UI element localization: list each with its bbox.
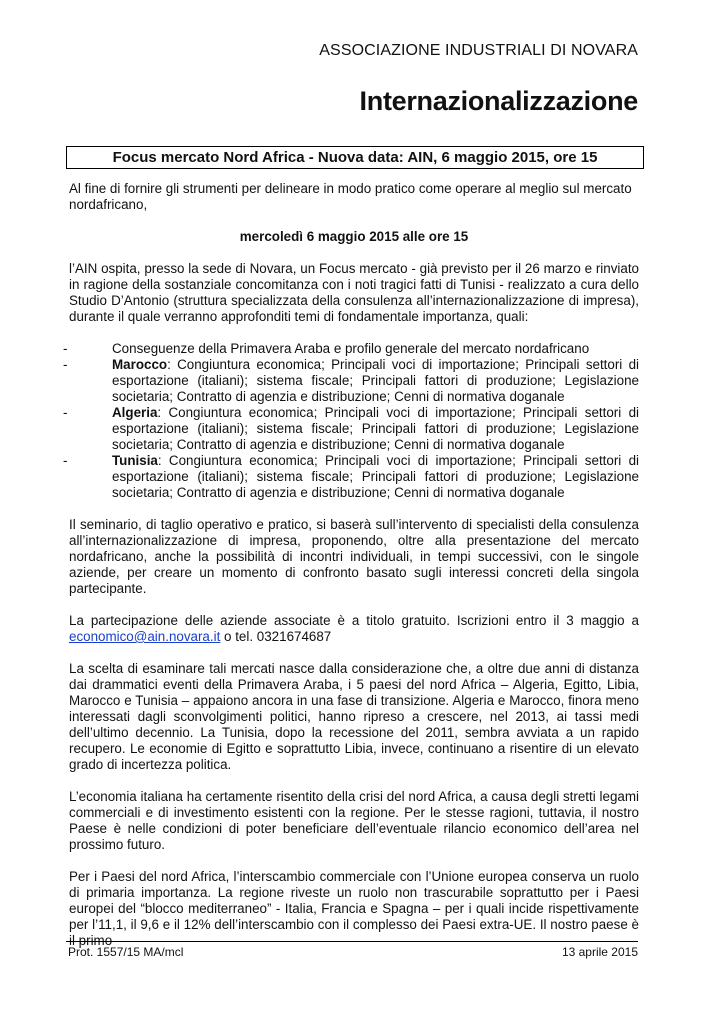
footer-divider [66, 941, 638, 942]
participation-phone: o tel. 0321674687 [220, 629, 332, 644]
seminar-paragraph: Il seminario, di taglio operativo e pratico, si baserà sull’intervento di specialisti della consulenza all’internazionalizzazione di impresa, proponendo, oltre alla presentazione del mercato nordafricano, anche la possibilità di incontri individuali, in tempi successivi, con le singole aziende, per creare un momento di confronto basato sugli interessi concreti della singola partecipante. [69, 517, 639, 596]
topic-text: : Congiuntura economica; Principali voci di importazione; Principali settori di esportazione (italiani); sistema fiscale; Principali fattori di produzione; Legislazione societaria; Contratto di agenzia e distribuzione; Cenni di normativa doganale [112, 405, 639, 452]
topic-text: : Congiuntura economica; Principali voci di importazione; Principali settori di esportazione (italiani); sistema fiscale; Principali fattori di produzione; Legislazione societaria; Contratto di agenzia e distribuzione; Cenni di normativa doganale [112, 453, 639, 500]
organization-name: ASSOCIAZIONE INDUSTRIALI DI NOVARA [319, 42, 638, 59]
list-bullet: - [63, 341, 68, 356]
participation-text: La partecipazione delle aziende associate è a titolo gratuito. Iscrizioni entro il 3 maggio a [69, 613, 639, 628]
topic-label: Marocco [112, 357, 168, 372]
analysis-paragraph: La scelta di esaminare tali mercati nasce dalla considerazione che, a oltre due anni di distanza dai drammatici eventi della Primavera Araba, i 5 paesi del nord Africa – Algeria, Egitto, Libia, Marocco e Tunisia – appaiono ancora in una fase di transizione. Algeria e Marocco, finora meno interessati dagli sconvolgimenti politici, hanno ripreso a crescere, nel 2013, ai tassi medi dell’ultimo decennio. La Tunisia, dopo la recessione del 2011, sembra avviata a un rapido recupero. Le economie di Egitto e soprattutto Libia, invece, continuano a risentire di un elevato grado di incertezza politica. [69, 661, 639, 772]
intro-paragraph: Al fine di fornire gli strumenti per delineare in modo pratico come operare al meglio sul mercato nordafricano, [69, 181, 632, 212]
list-item [63, 405, 639, 453]
email-link[interactable]: economico@ain.novara.it [69, 629, 221, 644]
topics-list [63, 341, 639, 501]
topic-label: Tunisia [112, 453, 158, 468]
footer-date: 13 aprile 2015 [561, 945, 638, 959]
event-title-box: Focus mercato Nord Africa - Nuova data: AIN, 6 maggio 2015, ore 15 [66, 146, 644, 169]
trade-paragraph: Per i Paesi del nord Africa, l’interscambio commerciale con l’Unione europea conserva un ruolo di primaria importanza. La regione riveste un ruolo non trascurabile soprattutto per i Paesi europei del “blocco mediterraneo” - Italia, Francia e Spagna – per i quali incide rispettivamente per l’11,1, il 9,6 e il 12% dell’interscambio con il complesso dei Paesi extra-UE. Il nostro paese è il primo [69, 869, 639, 948]
list-item [63, 357, 639, 405]
topic-text: Conseguenze della Primavera Araba e profilo generale del mercato nordafricano [112, 341, 590, 356]
list-bullet: - [63, 405, 68, 420]
document-body [63, 181, 639, 949]
topic-text: : Congiuntura economica; Principali voci di importazione; Principali settori di esportazione (italiani); sistema fiscale; Principali fattori di produzione; Legislazione societaria; Contratto di agenzia e distribuzione; Cenni di normativa doganale [112, 357, 639, 404]
description-paragraph: l’AIN ospita, presso la sede di Novara, un Focus mercato - già previsto per il 26 marzo e rinviato in ragione della sostanziale concomitanza con i noti tragici fatti di Tunisi - realizzato a cura dello Studio D’Antonio (struttura specializzata della consulenza all’internazionalizzazione di impresa), durante il quale verranno approfonditi temi di fondamentale importanza, quali: [69, 261, 639, 324]
participation-paragraph [69, 613, 639, 645]
event-date: mercoledì 6 maggio 2015 alle ore 15 [239, 229, 469, 244]
footer-protocol: Prot. 1557/15 MA/mcl [68, 945, 184, 959]
list-bullet: - [63, 357, 68, 372]
italian-economy-paragraph: L’economia italiana ha certamente risentito della crisi del nord Africa, a causa degli stretti legami commerciali e di investimento esistenti con la regione. Per le stesse ragioni, tuttavia, il nostro Paese è nelle condizioni di poter beneficiare dell’eventuale rilancio economico dell’area nel prossimo futuro. [69, 789, 639, 852]
list-bullet: - [63, 453, 68, 468]
list-item [63, 341, 639, 357]
topic-label: Algeria [112, 405, 158, 420]
list-item [63, 453, 639, 501]
page-title: Internazionalizzazione [359, 86, 638, 116]
